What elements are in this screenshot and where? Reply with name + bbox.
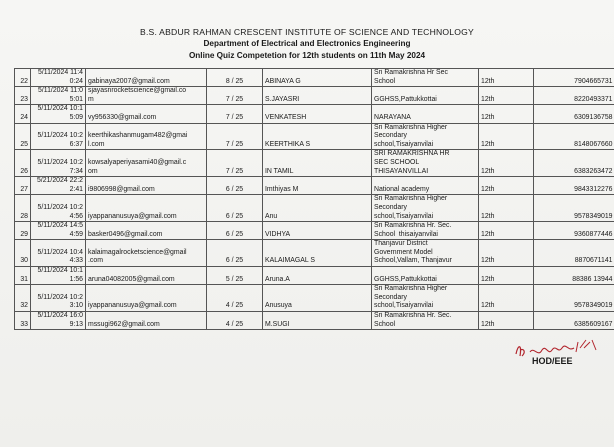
score-cell: 7 / 25 [207,105,263,123]
department-name: Department of Electrical and Electronics Engineering [203,39,411,48]
serial-number-cell: 22 [15,69,31,87]
name-cell: M.SUGI [263,312,372,330]
email-cell: kalaimagalrocketscience@gmail .com [86,240,207,267]
email-cell: sjayasnrocketscience@gmail.co m [86,87,207,105]
table-row [15,150,614,177]
phone-cell: 8148067660 [534,123,614,150]
timestamp-cell: 5/11/2024 10:27:34 [31,150,86,177]
timestamp-cell: 5/11/2024 14:54:59 [31,222,86,240]
grade-cell: 12th [479,195,534,222]
phone-cell: 8870671141 [534,240,614,267]
grade-cell: 12th [479,240,534,267]
timestamp-cell: 5/11/2024 16:09:13 [31,312,86,330]
phone-cell: 9578349019 [534,285,614,312]
name-cell: KEERTHIKA S [263,123,372,150]
serial-number-cell: 29 [15,222,31,240]
serial-number-cell: 27 [15,177,31,195]
school-cell: GGHSS,Pattukkottai [372,87,479,105]
timestamp-cell: 5/21/2024 22:22:41 [31,177,86,195]
name-cell: Aruna.A [263,267,372,285]
table-row [15,69,614,87]
phone-cell: 9578349019 [534,195,614,222]
grade-cell: 12th [479,150,534,177]
score-cell: 7 / 25 [207,123,263,150]
serial-number-cell: 28 [15,195,31,222]
phone-cell: 6385609167 [534,312,614,330]
grade-cell: 12th [479,105,534,123]
email-cell: vy956330@gmail.com [86,105,207,123]
grade-cell: 12th [479,87,534,105]
timestamp-cell: 5/11/2024 11:05:01 [31,87,86,105]
grade-cell: 12th [479,177,534,195]
score-cell: 6 / 25 [207,240,263,267]
grade-cell: 12th [479,123,534,150]
school-cell: Sri Ramakrishna Hr Sec School [372,69,479,87]
phone-cell: 8220493371 [534,87,614,105]
email-cell: i9806998@gmail.com [86,177,207,195]
email-cell: gabinaya2007@gmail.com [86,69,207,87]
table-row [15,177,614,195]
serial-number-cell: 31 [15,267,31,285]
hod-designation: HOD/EEE [532,356,573,366]
score-cell: 7 / 25 [207,150,263,177]
name-cell: ABINAYA G [263,69,372,87]
table-row [15,240,614,267]
score-cell: 4 / 25 [207,285,263,312]
email-cell: iyappananusuya@gmail.com [86,195,207,222]
table-row [15,123,614,150]
name-cell: IN TAMIL [263,150,372,177]
school-cell: Sri Ramakrishna Hr. Sec. School [372,312,479,330]
serial-number-cell: 26 [15,150,31,177]
table-row [15,105,614,123]
name-cell: Anusuya [263,285,372,312]
timestamp-cell: 5/11/2024 10:26:37 [31,123,86,150]
email-cell: iyappananusuya@gmail.com [86,285,207,312]
school-cell: Sri Ramakrishna Hr. Sec. School thisaiyanvilai [372,222,479,240]
score-cell: 6 / 25 [207,222,263,240]
score-cell: 5 / 25 [207,267,263,285]
grade-cell: 12th [479,285,534,312]
serial-number-cell: 24 [15,105,31,123]
score-cell: 8 / 25 [207,69,263,87]
email-cell: mssugi962@gmail.com [86,312,207,330]
email-cell: keerthikashanmugam482@gmai l.com [86,123,207,150]
school-cell: National academy [372,177,479,195]
serial-number-cell: 32 [15,285,31,312]
results-table [14,68,614,330]
table-row [15,285,614,312]
school-cell: NARAYANA [372,105,479,123]
score-cell: 7 / 25 [207,87,263,105]
timestamp-cell: 5/11/2024 10:15:09 [31,105,86,123]
score-cell: 6 / 25 [207,195,263,222]
name-cell: S.JAYASRI [263,87,372,105]
email-cell: basker0496@gmail.com [86,222,207,240]
school-cell: Sri Ramakrishna Higher Secondary school,Tisaiyanvilai [372,285,479,312]
school-cell: GGHSS,Pattukkottai [372,267,479,285]
email-cell: aruna04082005@gmail.com [86,267,207,285]
serial-number-cell: 23 [15,87,31,105]
serial-number-cell: 30 [15,240,31,267]
grade-cell: 12th [479,312,534,330]
table-row [15,222,614,240]
name-cell: VENKATESH [263,105,372,123]
name-cell: Imthiyas M [263,177,372,195]
phone-cell: 6383263472 [534,150,614,177]
name-cell: VIDHYA [263,222,372,240]
institute-name: B.S. ABDUR RAHMAN CRESCENT INSTITUTE OF SCIENCE AND TECHNOLOGY [140,27,474,37]
timestamp-cell: 5/11/2024 10:23:10 [31,285,86,312]
school-cell: SRI RAMAKRISHNA HR SEC SCHOOL THISAYANVILLAI [372,150,479,177]
table-row [15,195,614,222]
phone-cell: 88386 13944 [534,267,614,285]
timestamp-cell: 5/11/2024 10:44:33 [31,240,86,267]
timestamp-cell: 5/11/2024 10:11:56 [31,267,86,285]
serial-number-cell: 25 [15,123,31,150]
event-title: Online Quiz Competetion for 12th students on 11th May 2024 [188,51,426,60]
grade-cell: 12th [479,267,534,285]
name-cell: Anu [263,195,372,222]
score-cell: 4 / 25 [207,312,263,330]
school-cell: Thanjavur District Government Model School,Vallam, Thanjavur [372,240,479,267]
phone-cell: 6309136758 [534,105,614,123]
email-cell: kowsalyaperiyasami40@gmail.c om [86,150,207,177]
timestamp-cell: 5/11/2024 10:24:56 [31,195,86,222]
name-cell: KALAIMAGAL S [263,240,372,267]
timestamp-cell: 5/11/2024 11:40:24 [31,69,86,87]
school-cell: Sri Ramakrishna Higher Secondary school,Tisaiyanvilai [372,195,479,222]
phone-cell: 9843312276 [534,177,614,195]
score-cell: 6 / 25 [207,177,263,195]
phone-cell: 9360877446 [534,222,614,240]
phone-cell: 7904665731 [534,69,614,87]
table-row [15,87,614,105]
serial-number-cell: 33 [15,312,31,330]
table-row [15,267,614,285]
school-cell: Sri Ramakrishna Higher Secondary school,Tisaiyanvilai [372,123,479,150]
grade-cell: 12th [479,222,534,240]
table-row [15,312,614,330]
grade-cell: 12th [479,69,534,87]
